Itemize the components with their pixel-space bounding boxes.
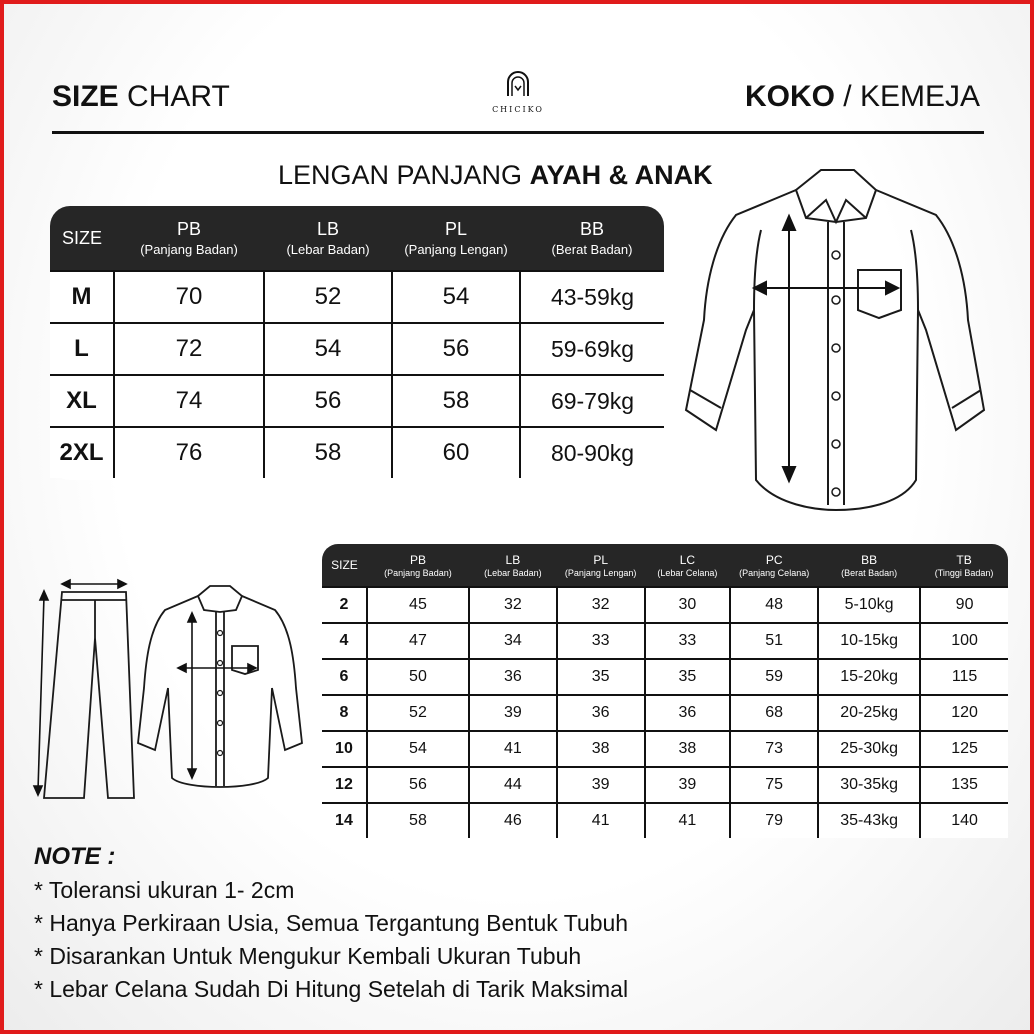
kids-table-row <box>322 695 1008 731</box>
adult-value-cell: 54 <box>392 271 520 323</box>
kids-header-label: SIZE <box>331 558 358 572</box>
kids-table-row <box>322 587 1008 623</box>
kids-value-cell: 32 <box>557 587 645 623</box>
adult-header-sublabel: (Panjang Badan) <box>140 242 238 257</box>
adult-table-header <box>50 206 664 271</box>
adult-value-cell: 54 <box>264 323 392 375</box>
kids-value-cell: 48 <box>730 587 818 623</box>
kids-value-cell: 100 <box>920 623 1008 659</box>
note-item: * Lebar Celana Sudah Di Hitung Setelah di Tarik Maksimal <box>34 976 629 1002</box>
kids-table-row <box>322 803 1008 838</box>
kids-header-sublabel: (Panjang Celana) <box>739 567 810 578</box>
kids-value-cell: 68 <box>730 695 818 731</box>
kids-value-cell: 47 <box>367 623 469 659</box>
adult-header-cell <box>520 206 664 271</box>
kids-header-sublabel: (Berat Badan) <box>841 567 898 578</box>
kids-value-cell: 33 <box>557 623 645 659</box>
adult-value-cell: 69-79kg <box>520 375 664 427</box>
kids-size-cell: 12 <box>322 767 367 803</box>
kids-value-cell: 120 <box>920 695 1008 731</box>
kids-header-sublabel: (Panjang Badan) <box>384 567 452 578</box>
kids-header-cell <box>920 544 1008 587</box>
kids-value-cell: 35 <box>645 659 731 695</box>
adult-shirt-illustration <box>676 160 992 522</box>
adult-header-sublabel: (Panjang Lengan) <box>404 242 508 257</box>
brand-logo <box>483 68 553 114</box>
kids-value-cell: 51 <box>730 623 818 659</box>
kids-header-label: BB <box>861 552 878 567</box>
kids-value-cell: 41 <box>557 803 645 838</box>
note-section <box>34 843 628 1003</box>
kids-header-sublabel: (Tinggi Badan) <box>934 567 994 578</box>
kids-value-cell: 125 <box>920 731 1008 767</box>
adult-table-row <box>50 375 664 427</box>
adult-size-table <box>50 206 664 478</box>
adult-header-sublabel: (Lebar Badan) <box>286 242 370 257</box>
kids-value-cell: 58 <box>367 803 469 838</box>
adult-value-cell: 56 <box>392 323 520 375</box>
adult-size-cell: 2XL <box>50 427 114 478</box>
note-item: * Toleransi ukuran 1- 2cm <box>34 877 295 903</box>
kids-value-cell: 20-25kg <box>818 695 920 731</box>
kids-value-cell: 36 <box>469 659 557 695</box>
kids-size-table <box>322 544 1008 838</box>
kids-header-label: LC <box>679 552 696 567</box>
kids-header-cell <box>645 544 731 587</box>
adult-table-row <box>50 271 664 323</box>
adult-header-label: SIZE <box>61 227 102 248</box>
kids-value-cell: 10-15kg <box>818 623 920 659</box>
kids-value-cell: 59 <box>730 659 818 695</box>
kids-value-cell: 39 <box>469 695 557 731</box>
logo-arch-icon <box>503 68 533 98</box>
kids-value-cell: 46 <box>469 803 557 838</box>
kids-value-cell: 30-35kg <box>818 767 920 803</box>
adult-header-cell <box>114 206 264 271</box>
adult-value-cell: 80-90kg <box>520 427 664 478</box>
kids-value-cell: 36 <box>557 695 645 731</box>
kids-value-cell: 15-20kg <box>818 659 920 695</box>
adult-header-label: LB <box>316 219 340 239</box>
kids-header-sublabel: (Panjang Lengan) <box>564 567 637 578</box>
kids-value-cell: 25-30kg <box>818 731 920 767</box>
kids-value-cell: 33 <box>645 623 731 659</box>
kids-value-cell: 45 <box>367 587 469 623</box>
kids-value-cell: 38 <box>645 731 731 767</box>
kids-header-sublabel: (Lebar Badan) <box>484 567 542 578</box>
kids-value-cell: 52 <box>367 695 469 731</box>
note-item: * Disarankan Untuk Mengukur Kembali Ukuran Tubuh <box>34 943 582 969</box>
kids-size-cell: 6 <box>322 659 367 695</box>
kids-value-cell: 56 <box>367 767 469 803</box>
kids-value-cell: 90 <box>920 587 1008 623</box>
kids-value-cell: 54 <box>367 731 469 767</box>
kids-header-label: TB <box>956 552 972 567</box>
kids-value-cell: 41 <box>469 731 557 767</box>
kids-value-cell: 36 <box>645 695 731 731</box>
kids-value-cell: 38 <box>557 731 645 767</box>
kids-header-cell <box>818 544 920 587</box>
adult-value-cell: 74 <box>114 375 264 427</box>
kids-value-cell: 75 <box>730 767 818 803</box>
kids-value-cell: 140 <box>920 803 1008 838</box>
adult-subtitle: LENGAN PANJANG AYAH & ANAK <box>278 160 713 190</box>
kids-size-cell: 2 <box>322 587 367 623</box>
adult-value-cell: 70 <box>114 271 264 323</box>
adult-table-row <box>50 427 664 478</box>
note-title: NOTE : <box>34 843 116 870</box>
adult-header-cell <box>264 206 392 271</box>
adult-header-label: PB <box>176 219 201 239</box>
kids-header-label: LB <box>505 552 521 567</box>
kids-table-row <box>322 731 1008 767</box>
adult-value-cell: 60 <box>392 427 520 478</box>
kids-size-cell: 14 <box>322 803 367 838</box>
logo-text: CHICIKO <box>492 105 544 114</box>
adult-size-cell: M <box>50 271 114 323</box>
note-item: * Hanya Perkiraan Usia, Semua Tergantung Bentuk Tubuh <box>34 910 629 936</box>
adult-size-cell: L <box>50 323 114 375</box>
kids-value-cell: 79 <box>730 803 818 838</box>
kids-value-cell: 39 <box>645 767 731 803</box>
kids-pants-shirt-illustration <box>30 578 320 808</box>
kids-value-cell: 35 <box>557 659 645 695</box>
kids-table-header <box>322 544 1008 587</box>
size-chart-title: SIZE CHART <box>52 80 230 113</box>
kids-header-cell <box>557 544 645 587</box>
adult-header-label: BB <box>579 219 604 239</box>
kids-value-cell: 35-43kg <box>818 803 920 838</box>
kids-size-cell: 4 <box>322 623 367 659</box>
adult-value-cell: 58 <box>392 375 520 427</box>
adult-value-cell: 58 <box>264 427 392 478</box>
kids-header-cell <box>367 544 469 587</box>
kids-value-cell: 41 <box>645 803 731 838</box>
adult-value-cell: 43-59kg <box>520 271 664 323</box>
adult-header-cell <box>50 206 114 271</box>
kids-table-row <box>322 659 1008 695</box>
adult-value-cell: 56 <box>264 375 392 427</box>
adult-value-cell: 59-69kg <box>520 323 664 375</box>
adult-table-row <box>50 323 664 375</box>
kids-header-sublabel: (Lebar Celana) <box>657 567 718 578</box>
adult-value-cell: 52 <box>264 271 392 323</box>
adult-header-sublabel: (Berat Badan) <box>551 242 633 257</box>
kids-table-row <box>322 767 1008 803</box>
kids-table-row <box>322 623 1008 659</box>
kids-header-label: PB <box>409 552 426 567</box>
kids-size-cell: 10 <box>322 731 367 767</box>
kids-header-label: PL <box>593 552 608 567</box>
adult-value-cell: 72 <box>114 323 264 375</box>
kids-value-cell: 50 <box>367 659 469 695</box>
kids-value-cell: 73 <box>730 731 818 767</box>
kids-value-cell: 32 <box>469 587 557 623</box>
adult-header-cell <box>392 206 520 271</box>
kids-value-cell: 30 <box>645 587 731 623</box>
kids-value-cell: 5-10kg <box>818 587 920 623</box>
kids-value-cell: 44 <box>469 767 557 803</box>
adult-value-cell: 76 <box>114 427 264 478</box>
kids-size-cell: 8 <box>322 695 367 731</box>
kids-value-cell: 115 <box>920 659 1008 695</box>
adult-header-label: PL <box>444 219 468 239</box>
kids-value-cell: 39 <box>557 767 645 803</box>
kids-value-cell: 34 <box>469 623 557 659</box>
kids-value-cell: 135 <box>920 767 1008 803</box>
adult-size-cell: XL <box>50 375 114 427</box>
kids-header-cell <box>730 544 818 587</box>
header-divider <box>52 131 984 134</box>
kids-header-label: PC <box>765 552 783 567</box>
category-title: KOKO / KEMEJA <box>744 80 980 113</box>
kids-header-cell <box>469 544 557 587</box>
kids-header-cell <box>322 544 367 587</box>
